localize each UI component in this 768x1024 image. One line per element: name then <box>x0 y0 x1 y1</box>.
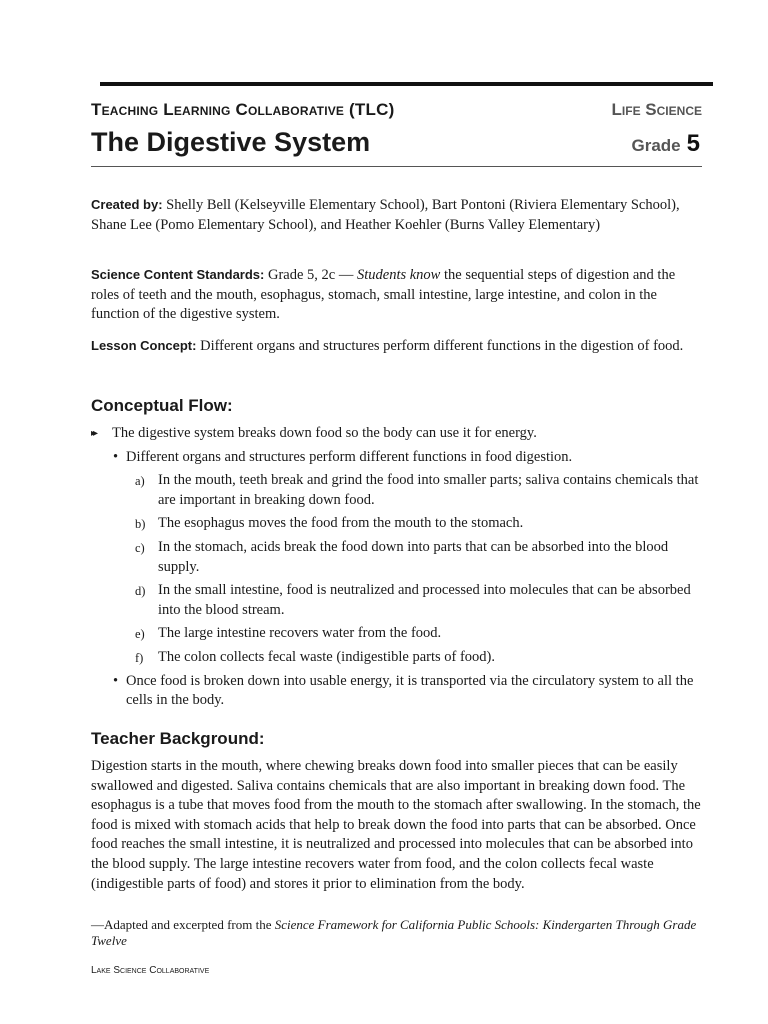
lesson-concept-paragraph <box>91 336 703 357</box>
page-title: The Digestive System <box>91 127 371 157</box>
teacher-background-heading: Teacher Background: <box>91 729 265 748</box>
flow-bullet-text: Once food is broken down into usable energy, it is transported via the circulatory system to all the cells in the body. <box>126 672 694 709</box>
series-title: Teaching Learning Collaborative (TLC) <box>91 100 395 119</box>
flow-bullet-item <box>91 672 703 711</box>
bullet-icon: • <box>113 448 119 465</box>
standards-emphasis: Students know <box>356 267 441 283</box>
flow-subitem <box>91 648 703 668</box>
bullet-icon: • <box>113 672 119 689</box>
double-arrow-icon: ▸▸ <box>91 428 96 439</box>
subitem-text: The esophagus moves the food from the mouth to the stomach. <box>158 515 524 532</box>
footer-text: Lake Science Collaborative <box>91 965 210 976</box>
subitem-text: The colon collects fecal waste (indigestible parts of food). <box>158 648 496 665</box>
standards-paragraph <box>91 265 703 325</box>
subitem-letter: e) <box>135 627 145 642</box>
flow-top-text: The digestive system breaks down food so the body can use it for energy. <box>112 425 537 441</box>
created-by-paragraph <box>91 195 703 235</box>
subitem-letter: a) <box>135 474 145 489</box>
teacher-background-text: Digestion starts in the mouth, where chewing breaks down food into smaller pieces that can be easily swallowed and digested. Saliva contains chemicals that are also important in breaking down food. The esophagus is a tube that moves food from the mouth to the stomach after swallowing. In the stomach, the food is mixed with stomach acids that help to break down the food into parts that can be absorbed. Once food reaches the small intestine, it is neutralized and processed into molecules that can be absorbed into the blood supply. The large intestine recovers water from food, and the colon collects fecal waste (indigestible parts of food) and stores it prior to elimination from the body. <box>91 758 701 892</box>
grade-number: 5 <box>686 130 700 157</box>
created-by-label: Created by: <box>91 197 163 212</box>
subitem-text: In the small intestine, food is neutralized and processed into molecules that can be absorbed into the blood stream. <box>158 582 691 618</box>
standards-text: the sequential steps of digestion and the roles of teeth and the mouth, esophagus, stomach, small intestine, large intestine, and colon in the function of the digestive system. <box>91 267 676 323</box>
conceptual-flow-heading: Conceptual Flow: <box>91 396 233 415</box>
title-divider <box>91 166 702 167</box>
flow-subitem <box>91 514 703 534</box>
header-top-rule <box>100 82 713 86</box>
grade-label: Grade <box>631 136 681 155</box>
subitem-letter: d) <box>135 584 146 599</box>
created-by-text: Shelly Bell (Kelseyville Elementary School), Bart Pontoni (Riviera Elementary School), Shane Lee (Pomo Elementary School), and Heather Koehler (Burns Valley Elementary) <box>91 197 680 233</box>
subitem-letter: f) <box>135 650 144 665</box>
flow-subitem <box>91 471 703 510</box>
source-citation <box>91 917 703 949</box>
subitem-letter: b) <box>135 517 146 532</box>
subitem-letter: c) <box>135 540 145 555</box>
source-prefix: —Adapted and excerpted from the <box>91 917 272 932</box>
flow-subitem <box>91 538 703 577</box>
standards-grade: Grade 5, 2c — <box>268 267 354 283</box>
grade-indicator <box>632 130 701 158</box>
flow-subitem <box>91 624 703 644</box>
subitem-text: The large intestine recovers water from the food. <box>158 625 442 642</box>
conceptual-flow-list <box>91 424 703 711</box>
lesson-concept-text: Different organs and structures perform different functions in the digestion of food. <box>200 338 684 354</box>
subitem-text: In the stomach, acids break the food down into parts that can be absorbed into the blood supply. <box>158 538 669 575</box>
lesson-concept-label: Lesson Concept: <box>91 338 197 353</box>
source-title: Science Framework for California Public Schools: Kindergarten Through Grade Twelve <box>91 917 697 948</box>
subject-label: Life Science <box>611 100 702 119</box>
flow-bullet-item <box>91 448 703 468</box>
subitem-text: In the mouth, teeth break and grind the food into smaller parts; saliva contains chemicals that are important in breaking down food. <box>158 472 699 508</box>
standards-label: Science Content Standards: <box>91 267 265 282</box>
flow-bullet-text: Different organs and structures perform different functions in food digestion. <box>126 448 573 465</box>
flow-subitem <box>91 581 703 620</box>
flow-top-item <box>91 424 703 444</box>
